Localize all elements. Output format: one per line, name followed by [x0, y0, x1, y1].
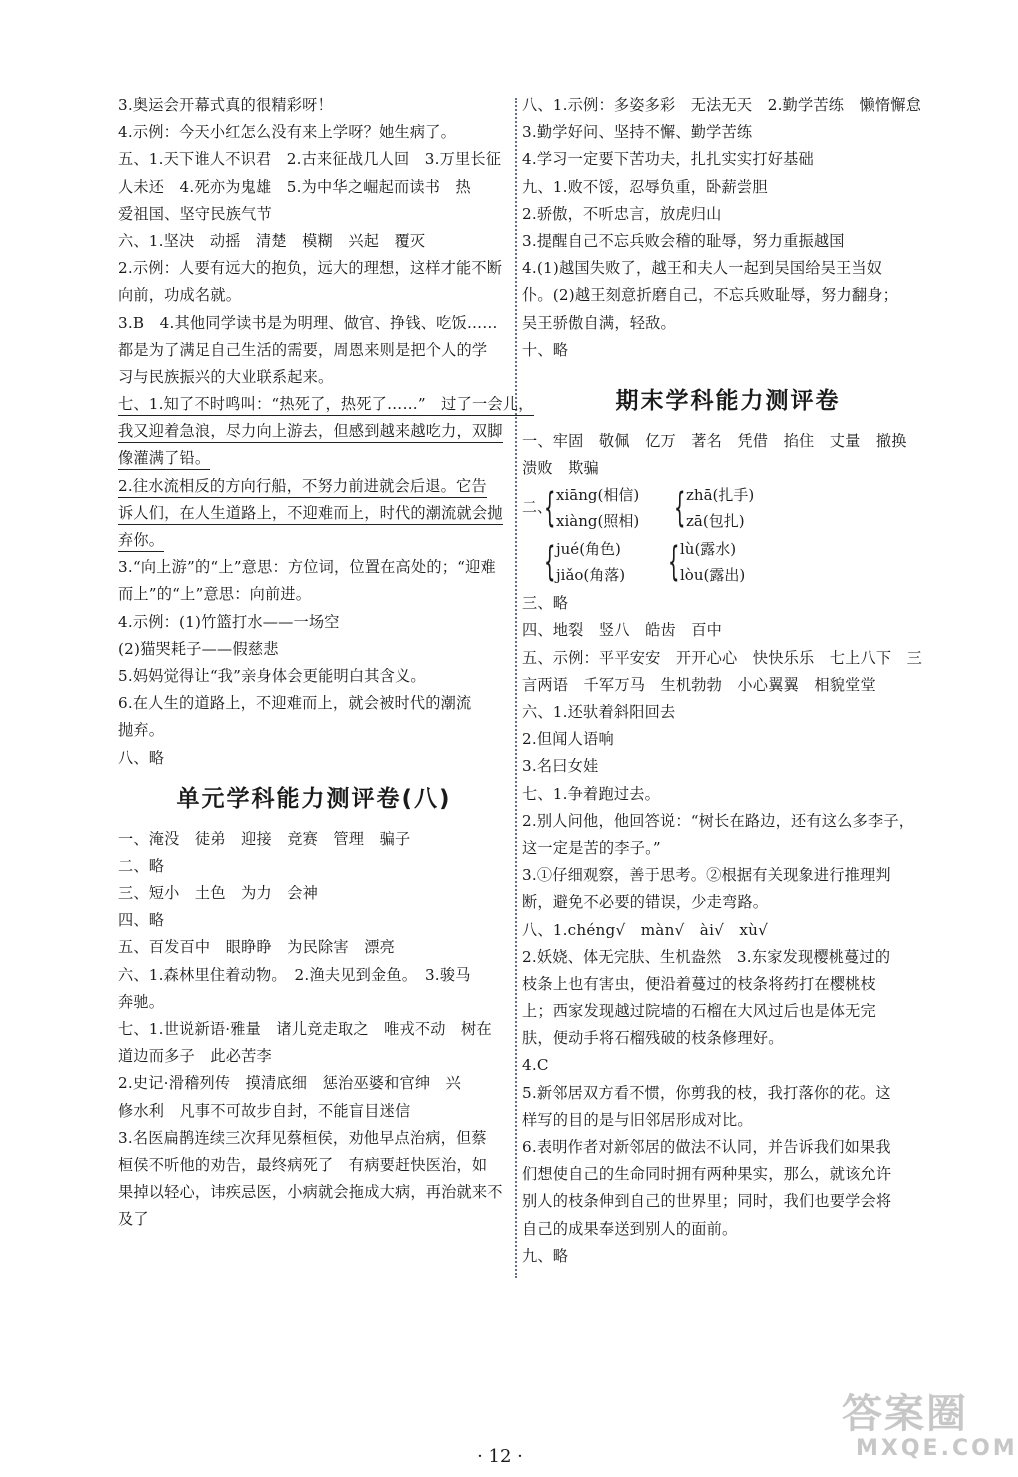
watermark-top: 答案圈 — [842, 1391, 968, 1437]
column-divider — [515, 98, 517, 1278]
answer-line: 5.新邻居双方看不惯，你剪我的枝，我打落你的花。这 — [522, 1083, 891, 1102]
answer-line: 像灌满了铅。 — [118, 445, 510, 472]
pinyin-item: xiāng(相信) — [556, 486, 640, 505]
answer-line: 3.名医扁鹊连续三次拜见蔡桓侯，劝他早点治病，但蔡 — [118, 1128, 487, 1147]
watermark-logo — [842, 1391, 1018, 1470]
answer-line: 习与民族振兴的大业联系起来。 — [118, 367, 334, 386]
answer-line: 溃败 欺骗 — [522, 459, 599, 478]
answer-line: 三、短小 土色 为力 会神 — [118, 884, 319, 903]
pinyin-group-b — [522, 536, 934, 590]
answer-line: 2.但闻人语响 — [522, 730, 614, 749]
answer-line: 断，避免不必要的错误，少走弯路。 — [522, 893, 769, 912]
answer-line: 八、1.chéng√ màn√ ài√ xù√ — [522, 920, 769, 939]
answer-line: 4.(1)越国失败了，越王和夫人一起到吴国给吴王当奴 — [522, 259, 883, 278]
pinyin-item: jué(角色) — [556, 540, 621, 559]
answer-line: 四、地裂 竖八 皓齿 百中 — [522, 621, 723, 640]
answer-line: 枝条上也有害虫，便沿着蔓过的枝条将药打在樱桃枝 — [522, 974, 876, 993]
answer-line: 4.示例：今天小红怎么没有来上学呀？她生病了。 — [118, 123, 457, 142]
answer-line: 3.名曰女娃 — [522, 757, 599, 776]
answer-line: 一、淹没 徒弟 迎接 竞赛 管理 骗子 — [118, 829, 411, 848]
answer-line: 3.①仔细观察，善于思考。②根据有关现象进行推理判 — [522, 866, 891, 885]
answer-line: 6.表明作者对新邻居的做法不认同，并告诉我们如果我 — [522, 1138, 891, 1156]
left-column — [118, 92, 534, 1234]
answer-line: 一、牢固 敬佩 亿万 著名 凭借 掐住 丈量 撤换 — [522, 431, 907, 450]
answer-line: 七、1.世说新语·雅量 诸儿竞走取之 唯戎不动 树在 — [118, 1020, 492, 1038]
answer-line: 别人的枝条伸到自己的世界里；同时，我们也要学会将 — [522, 1192, 892, 1211]
answer-line: 桓侯不听他的劝告，最终病死了 有病要赶快医治，如 — [118, 1155, 488, 1174]
answer-line: 修水利 凡事不可故步自封，不能盲目迷信 — [118, 1101, 411, 1120]
answer-line: 4.学习一定要下苦功夫，扎扎实实打好基础 — [522, 150, 814, 169]
answer-line: 道边而多子 此必苦李 — [118, 1047, 272, 1066]
right-column — [522, 92, 934, 1270]
answer-line: 4.示例：(1)竹篮打水——一场空 — [118, 612, 340, 631]
answer-line: (2)猫哭耗子——假慈悲 — [118, 639, 279, 658]
answer-line: 3.勤学好问、坚持不懈、勤学苦练 — [522, 123, 753, 142]
answer-line: 们想使自己的生命同时拥有两种果实，那么，就该允许 — [522, 1165, 892, 1184]
pinyin-item: lù(露水) — [680, 540, 737, 559]
pinyin-item: xiàng(照相) — [556, 512, 640, 531]
final-section-one — [522, 428, 934, 482]
answer-line: 六、1.还驮着斜阳回去 — [522, 703, 676, 721]
pinyin-prefix: 二、 — [522, 498, 553, 517]
answer-line: 九、略 — [522, 1246, 569, 1265]
answer-line: 三、略 — [522, 594, 569, 613]
answer-line: 我又迎着急浪，尽力向上游去，但感到越来越吃力，双脚 — [118, 418, 510, 445]
answer-line: 6.在人生的道路上，不迎难而上，就会被时代的潮流 — [118, 694, 472, 713]
answer-line: 向前，功成名就。 — [118, 286, 242, 305]
pinyin-item: zhā(扎手) — [686, 486, 755, 505]
answer-line: 这一定是苦的李子。” — [522, 838, 661, 857]
answer-line: 五、示例：平平安安 开开心心 快快乐乐 七上八下 三 — [522, 648, 923, 667]
pinyin-group-a — [522, 482, 934, 536]
answer-line: 弃你。 — [118, 527, 510, 554]
answer-line: 2.史记·滑稽列传 摸清底细 惩治巫婆和官绅 兴 — [118, 1074, 462, 1093]
answer-line: 爱祖国、坚守民族气节 — [118, 204, 272, 223]
answer-line: 2.骄傲，不听忠言，放虎归山 — [522, 204, 722, 223]
answer-line: 上；西家发现越过院墙的石榴在大风过后也是体无完 — [522, 1002, 876, 1021]
unit-test-title: 单元学科能力测评卷(八) — [176, 785, 452, 812]
answer-line: 言两语 千军万马 生机勃勃 小心翼翼 相貌堂堂 — [522, 675, 876, 694]
answer-line: 3.“向上游”的“上”意思：方位词，位置在高处的；“迎难 — [118, 558, 496, 577]
answer-line: 2.往水流相反的方向行船，不努力前进就会后退。它告 — [118, 473, 510, 500]
left-answer-lines — [118, 92, 534, 772]
answer-line: 2.别人问他，他回答说：“树长在路边，还有这么多李子， — [522, 811, 915, 830]
brace-icon: { — [544, 485, 556, 532]
answer-line: 七、1.知了不时鸣叫：“热死了，热死了……” 过了一会儿， — [118, 391, 510, 418]
pinyin-item: zā(包扎) — [686, 512, 745, 531]
answer-line: 六、1.森林里住着动物。 2.渔夫见到金鱼。 3.骏马 — [118, 965, 471, 984]
watermark-bottom: MXQE.COM — [856, 1436, 1018, 1461]
answer-line: 仆。(2)越王刻意折磨自己，不忘兵败耻辱，努力翻身； — [522, 286, 899, 305]
pinyin-item: jiǎo(角落) — [556, 566, 626, 585]
answer-line: 七、1.争着跑过去。 — [522, 784, 660, 803]
answer-line: 吴王骄傲自满，轻敌。 — [522, 313, 676, 332]
answer-line: 六、1.坚决 动摇 清楚 模糊 兴起 覆灭 — [118, 231, 426, 250]
final-test-title: 期末学科能力测评卷 — [615, 387, 841, 414]
answer-line: 诉人们，在人生道路上，不迎难而上，时代的潮流就会抛 — [118, 500, 510, 527]
answer-line: 人未还 4.死亦为鬼雄 5.为中华之崛起而读书 热 — [118, 177, 471, 196]
answer-line: 二、略 — [118, 856, 165, 875]
brace-icon: { — [544, 539, 556, 586]
brace-icon: { — [674, 485, 686, 532]
answer-line: 五、1.天下谁人不识君 2.古来征战几人回 3.万里长征 — [118, 150, 502, 169]
answer-line: 九、1.败不馁，忍辱负重，卧薪尝胆 — [522, 177, 768, 196]
answer-line: 2.妖娆、体无完肤、生机盎然 3.东家发现樱桃蔓过的 — [522, 947, 891, 966]
answer-line: 十、略 — [522, 340, 569, 359]
answer-line: 五、百发百中 眼睁睁 为民除害 漂亮 — [118, 938, 395, 957]
answer-line: 八、略 — [118, 748, 165, 767]
final-answer-lines — [522, 590, 934, 1270]
answer-line: 4.C — [522, 1056, 549, 1075]
answer-line: 3.提醒自己不忘兵败会稽的耻辱，努力重振越国 — [522, 231, 845, 250]
answer-line: 四、略 — [118, 911, 165, 930]
answer-line: 5.妈妈觉得让“我”亲身体会更能明白其含义。 — [118, 666, 426, 685]
brace-icon: { — [668, 539, 680, 586]
answer-line: 奔驰。 — [118, 992, 165, 1011]
answer-line: 肤，便动手将石榴残破的枝条修理好。 — [522, 1029, 784, 1048]
answer-line: 抛弃。 — [118, 721, 165, 740]
answer-line: 样写的目的是与旧邻居形成对比。 — [522, 1110, 753, 1129]
page-number: · 12 · — [477, 1446, 523, 1467]
answer-line: 3.奥运会开幕式真的很精彩呀！ — [118, 96, 333, 114]
answer-line: 3.B 4.其他同学读书是为明理、做官、挣钱、吃饭…… — [118, 313, 498, 332]
unit-answer-lines — [118, 826, 510, 1234]
answer-line: 八、1.示例：多姿多彩 无法无天 2.勤学苦练 懒惰懈怠 — [522, 96, 922, 114]
pinyin-item: lòu(露出) — [680, 566, 746, 585]
answer-line: 自己的成果奉送到别人的面前。 — [522, 1219, 738, 1238]
answer-line: 2.示例：人要有远大的抱负，远大的理想，这样才能不断 — [118, 259, 503, 278]
answer-line: 都是为了满足自己生活的需要，周恩来则是把个人的学 — [118, 340, 488, 359]
answer-line: 及了 — [118, 1210, 149, 1229]
answer-line: 而上”的“上”意思：向前进。 — [118, 585, 312, 604]
right-answer-lines — [522, 92, 934, 364]
answer-line: 果掉以轻心，讳疾忌医，小病就会拖成大病，再治就来不 — [118, 1183, 503, 1202]
